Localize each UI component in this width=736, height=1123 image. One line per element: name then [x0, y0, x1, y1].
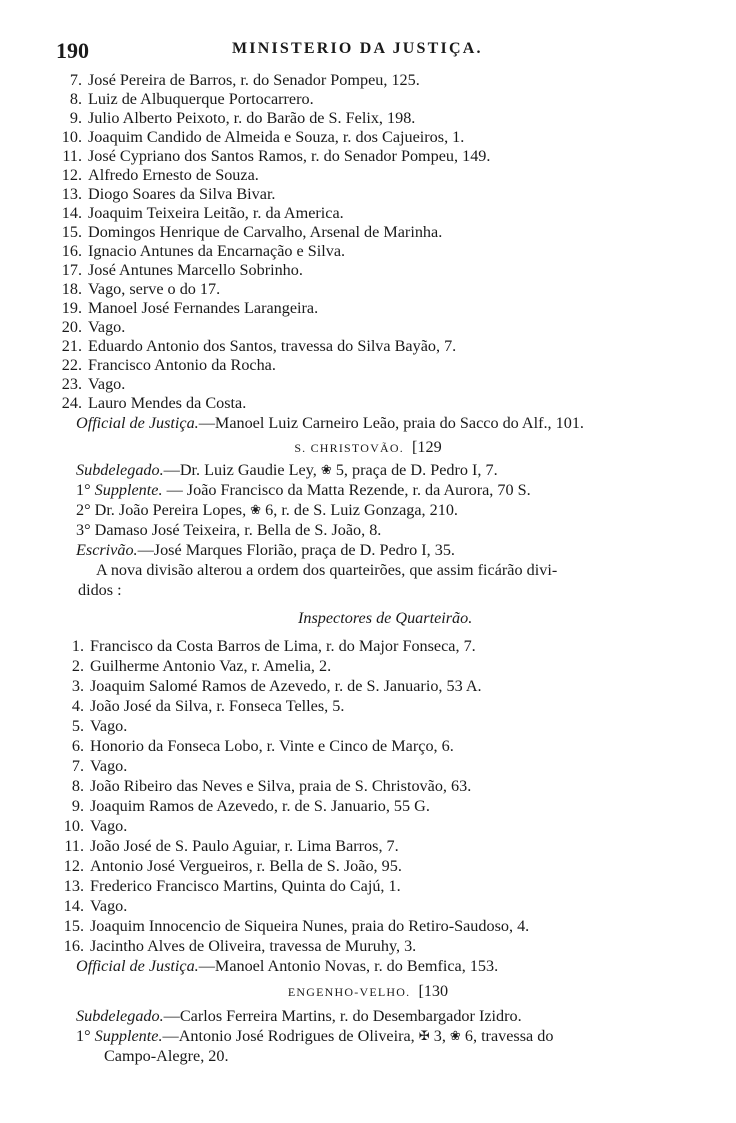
running-title: MINISTERIO DA JUSTIÇA.: [232, 40, 483, 57]
list-item: 16. Jacintho Alves de Oliveira, travessa de Muruhy, 3.: [63, 937, 417, 955]
list-item: 13. Diogo Soares da Silva Bivar.: [61, 185, 276, 203]
official-de-justica: Official de Justiça.—Manoel Antonio Novas, r. do Bemfica, 153.: [76, 957, 499, 975]
list-item: 9. Julio Alberto Peixoto, r. do Barão de S. Felix, 198.: [69, 109, 416, 127]
list-item: 24. Lauro Mendes da Costa.: [61, 394, 247, 412]
list-item: 21. Eduardo Antonio dos Santos, travessa do Silva Bayão, 7.: [61, 337, 457, 355]
list-item: 1. Francisco da Costa Barros de Lima, r. do Major Fonseca, 7.: [71, 637, 476, 655]
list-item: 14. Vago.: [63, 897, 128, 915]
list-item: 7. José Pereira de Barros, r. do Senador Pompeu, 125.: [69, 71, 420, 89]
list-item: 19. Manoel José Fernandes Larangeira.: [61, 299, 319, 317]
list-item: 9. Joaquim Ramos de Azevedo, r. de S. Januario, 55 G.: [71, 797, 430, 815]
list-item: 5. Vago.: [71, 717, 128, 735]
order-insignia-icon: ❀: [250, 502, 262, 517]
order-insignia-icon: ❀: [449, 1028, 461, 1043]
list-item: 13. Frederico Francisco Martins, Quinta do Cajú, 1.: [63, 877, 401, 895]
list-item: 12. Alfredo Ernesto de Souza.: [61, 166, 259, 184]
note-line: A nova divisão alterou a ordem dos quarteirões, que assim ficárão divi-: [96, 561, 558, 579]
official-de-justica: Official de Justiça.—Manoel Luiz Carneiro Leão, praia do Sacco do Alf., 101.: [76, 414, 584, 432]
list-item: 7. Vago.: [71, 757, 128, 775]
note-line: didos :: [78, 581, 122, 599]
list-item: 3. Joaquim Salomé Ramos de Azevedo, r. de S. Januario, 53 A.: [71, 677, 482, 695]
cross-insignia-icon: ✠: [418, 1028, 430, 1043]
list-item: 22. Francisco Antonio da Rocha.: [61, 356, 276, 374]
supplente-2: 2° Dr. João Pereira Lopes, ❀ 6, r. de S. Luiz Gonzaga, 210.: [76, 501, 458, 519]
page-number: 190: [56, 38, 89, 63]
subdelegado: Subdelegado.—Dr. Luiz Gaudie Ley, ❀ 5, praça de D. Pedro I, 7.: [76, 461, 498, 479]
supplente-1-continuation: Campo-Alegre, 20.: [104, 1047, 229, 1065]
section-heading: ENGENHO-VELHO. [130: [287, 982, 449, 1000]
list-item: 11. João José de S. Paulo Aguiar, r. Lima Barros, 7.: [64, 837, 399, 855]
list-item: 4. João José da Silva, r. Fonseca Telles, 5.: [71, 697, 345, 715]
list-item: 12. Antonio José Vergueiros, r. Bella de S. João, 95.: [63, 857, 402, 875]
list-item: 2. Guilherme Antonio Vaz, r. Amelia, 2.: [71, 657, 332, 675]
list-item: 8. Luiz de Albuquerque Portocarrero.: [69, 90, 314, 108]
list-item: 8. João Ribeiro das Neves e Silva, praia de S. Christovão, 63.: [71, 777, 472, 795]
list-item: 11. José Cypriano dos Santos Ramos, r. do Senador Pompeu, 149.: [62, 147, 491, 165]
list-item: 10. Vago.: [63, 817, 128, 835]
subsection-heading: Inspectores de Quarteirão.: [298, 609, 473, 627]
list-item: 10. Joaquim Candido de Almeida e Souza, r. dos Cajueiros, 1.: [61, 128, 465, 146]
supplente-1: 1° Supplente.—Antonio José Rodrigues de Oliveira, ✠ 3, ❀ 6, travessa do: [76, 1027, 554, 1045]
supplente-3: 3° Damaso José Teixeira, r. Bella de S. João, 8.: [76, 521, 382, 539]
supplente-1: 1° Supplente. — João Francisco da Matta Rezende, r. da Aurora, 70 S.: [76, 481, 531, 499]
section-heading: S. CHRISTOVÃO. [129: [294, 438, 442, 456]
list-item: 14. Joaquim Teixeira Leitão, r. da America.: [61, 204, 344, 222]
list-item: 16. Ignacio Antunes da Encarnação e Silva.: [61, 242, 346, 260]
list-item: 6. Honorio da Fonseca Lobo, r. Vinte e Cinco de Março, 6.: [71, 737, 454, 755]
order-insignia-icon: ❀: [320, 462, 332, 477]
subdelegado: Subdelegado.—Carlos Ferreira Martins, r. do Desembargador Izidro.: [76, 1007, 522, 1025]
escrivao: Escrivão.—José Marques Florião, praça de D. Pedro I, 35.: [76, 541, 455, 559]
list-item: 20. Vago.: [61, 318, 126, 336]
list-item: 17. José Antunes Marcello Sobrinho.: [61, 261, 303, 279]
list-item: 15. Joaquim Innocencio de Siqueira Nunes, praia do Retiro-Saudoso, 4.: [63, 917, 530, 935]
list-item: 18. Vago, serve o do 17.: [61, 280, 221, 298]
list-item: 23. Vago.: [61, 375, 126, 393]
list-item: 15. Domingos Henrique de Carvalho, Arsenal de Marinha.: [61, 223, 443, 241]
